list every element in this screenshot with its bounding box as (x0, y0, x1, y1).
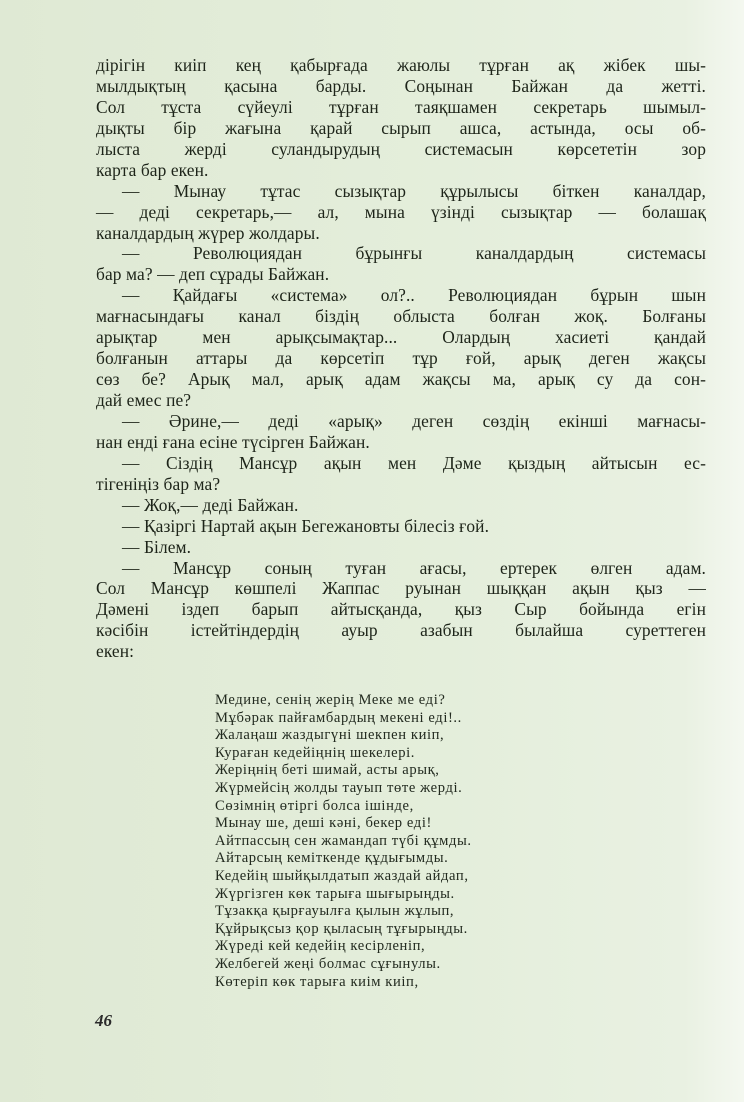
prose-line: дықты бір жағына қарай сырып ашса, астында, осы об- (96, 117, 706, 138)
poem-line: Мынау ше, деші кәні, бекер еді! (215, 815, 432, 832)
prose-line: Сол тұста сүйеулі тұрған таяқшамен секретарь шымыл- (96, 96, 706, 117)
poem-line: Жалаңаш жаздыгүні шекпен киіп, (215, 727, 445, 744)
poem-verse (215, 692, 575, 991)
prose-line: Сол Мансұр көшпелі Жаппас руынан шыққан ақын қыз — (96, 578, 706, 599)
poem-line: Жүргізген көк тарыға шығырыңды. (215, 885, 455, 902)
prose-line: бар ма? — деп сұрады Байжан. (96, 264, 330, 285)
prose-text (96, 55, 706, 662)
poem-line: Мұбәрак пайғамбардың мекені еді!.. (215, 709, 462, 726)
poem-line: Сөзімнің өтіргі болса ішінде, (215, 797, 414, 814)
prose-line: Дәмені іздеп барып айтысқанда, қыз Сыр бойында егін (96, 599, 706, 620)
prose-line: арықтар мен арықсымақтар... Олардың хасиеті қандай (96, 327, 706, 348)
poem-line: Кураған кедейіңнің шекелері. (215, 744, 416, 761)
prose-line: мылдықтың қасына барды. Соңынан Байжан да жетті. (96, 75, 706, 96)
prose-line: — Сіздің Мансұр ақын мен Дәме қыздың айтысын ес- (122, 452, 706, 473)
prose-line: лыста жерді суландырудың системасын көрсететін зор (96, 138, 706, 159)
prose-line: мағнасындағы канал біздің облыста болған жоқ. Болғаны (96, 306, 706, 327)
poem-line: Тұзакқа қырғауылға қылын жұлып, (215, 903, 455, 920)
prose-line: дай емес пе? (96, 390, 192, 410)
poem-line: Құйрықсыз қор қыласың тұғырыңды. (215, 920, 468, 937)
poem-line: Жүрмейсің жолды тауып төте жерді. (215, 779, 463, 796)
prose-line: нан енді ғана есіне түсірген Байжан. (96, 431, 370, 452)
poem-line: Жүреді кей кедейің кесірленіп, (215, 938, 426, 955)
prose-line: — Жоқ,— деді Байжан. (122, 494, 299, 515)
prose-line: — Әрине,— деді «арық» деген сөздің екінші мағнасы- (122, 410, 706, 431)
prose-line: — Қайдағы «система» ол?.. Революциядан бұрын шын (122, 285, 706, 306)
poem-line: Айтпассың сен жамандап түбі құмды. (215, 832, 472, 849)
prose-line: — деді секретарь,— ал, мына үзінді сызықтар — болашақ (96, 201, 706, 222)
prose-line: карта бар екен. (96, 159, 209, 180)
prose-line: — Қазіргі Нартай ақын Бегежановты білесіз ғой. (122, 515, 490, 536)
prose-line: — Мансұр соның туған ағасы, ертерек өлген адам. (122, 557, 706, 578)
prose-line: сөз бе? Арық мал, арық адам жақсы ма, арық су да сон- (96, 369, 706, 390)
prose-line: — Білем. (122, 536, 192, 557)
poem-line: Жеріңнің беті шимай, асты арық, (215, 762, 440, 779)
prose-line: — Мынау тұтас сызықтар құрылысы біткен каналдар, (122, 180, 706, 201)
prose-line: кәсібін істейтіндердің ауыр азабын былайша суреттеген (96, 620, 706, 641)
poem-line: Айтарсың кеміткенде құдығымды. (215, 850, 449, 867)
prose-line: тігеніңіз бар ма? (96, 473, 221, 494)
prose-line: каналдардың жүрер жолдары. (96, 222, 320, 243)
prose-line: екен: (96, 641, 135, 662)
prose-line: дірігін киіп кең қабырғада жаюлы тұрған ақ жібек шы- (96, 55, 706, 75)
prose-line: — Революциядан бұрынғы каналдардың системасы (122, 243, 706, 264)
poem-line: Кедейің шыйқылдатып жаздай айдап, (215, 867, 469, 884)
poem-line: Желбегей жеңі болмас сұғынулы. (215, 955, 441, 972)
page-number: 46 (95, 1011, 112, 1030)
poem-line: Көтеріп көк тарыға киім киіп, (215, 973, 419, 990)
poem-line: Медине, сенің жерің Меке ме еді? (215, 692, 446, 708)
prose-line: болғанын аттары да көрсетіп тұр ғой, арық деген жақсы (96, 348, 706, 369)
